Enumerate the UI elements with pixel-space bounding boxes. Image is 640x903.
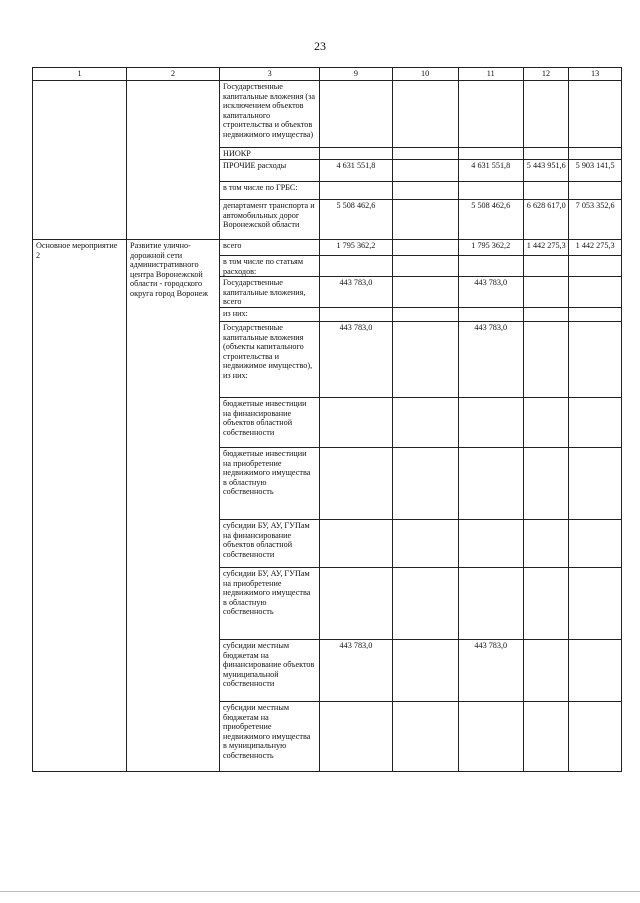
amount-cell <box>392 182 458 200</box>
amount-cell <box>392 307 458 321</box>
amount-cell: 1 442 275,3 <box>569 240 622 256</box>
expense-label: Государственные капитальные вложения (объекты капитального строительства и недвижимое имущество), из них: <box>220 321 320 397</box>
amount-cell <box>569 321 622 397</box>
amount-cell <box>392 148 458 160</box>
amount-cell <box>523 701 568 771</box>
amount-cell <box>569 397 622 447</box>
amount-cell <box>392 277 458 308</box>
amount-cell: 443 783,0 <box>458 639 523 701</box>
amount-cell: 5 443 951,6 <box>523 160 568 182</box>
amount-cell <box>569 256 622 277</box>
amount-cell: 4 631 551,8 <box>458 160 523 182</box>
amount-cell <box>523 148 568 160</box>
expense-label: в том числе по ГРБС: <box>220 182 320 200</box>
amount-cell <box>523 182 568 200</box>
amount-cell <box>392 160 458 182</box>
amount-cell <box>569 307 622 321</box>
amount-cell <box>392 639 458 701</box>
amount-cell <box>320 519 392 567</box>
expense-label: Государственные капитальные вложения, всего <box>220 277 320 308</box>
amount-cell <box>392 519 458 567</box>
amount-cell <box>392 321 458 397</box>
page-bottom-edge <box>0 891 640 892</box>
amount-cell <box>392 240 458 256</box>
amount-cell <box>569 567 622 639</box>
amount-cell: 5 508 462,6 <box>320 200 392 240</box>
amount-cell: 443 783,0 <box>458 321 523 397</box>
table-row <box>33 240 622 256</box>
amount-cell: 6 628 617,0 <box>523 200 568 240</box>
amount-cell <box>569 148 622 160</box>
amount-cell <box>392 256 458 277</box>
continued-category-cell <box>33 81 127 240</box>
amount-cell <box>458 397 523 447</box>
expense-label: в том числе по статьям расходов: <box>220 256 320 277</box>
amount-cell <box>458 519 523 567</box>
header-cell: 13 <box>569 68 622 81</box>
header-cell: 11 <box>458 68 523 81</box>
amount-cell <box>458 81 523 148</box>
amount-cell <box>458 307 523 321</box>
amount-cell <box>320 148 392 160</box>
amount-cell: 443 783,0 <box>320 277 392 308</box>
amount-cell: 443 783,0 <box>458 277 523 308</box>
amount-cell <box>458 567 523 639</box>
amount-cell <box>320 81 392 148</box>
amount-cell <box>569 182 622 200</box>
expense-label: бюджетные инвестиции на финансирование объектов областной собственности <box>220 397 320 447</box>
expense-label: субсидии БУ, АУ, ГУПам на финансирование объектов областной собственности <box>220 519 320 567</box>
amount-cell <box>458 256 523 277</box>
header-cell: 12 <box>523 68 568 81</box>
header-cell: 1 <box>33 68 127 81</box>
amount-cell <box>458 701 523 771</box>
amount-cell <box>569 519 622 567</box>
amount-cell <box>458 148 523 160</box>
amount-cell <box>523 447 568 519</box>
header-cell: 3 <box>220 68 320 81</box>
budget-table <box>32 67 622 772</box>
expense-label: НИОКР <box>220 148 320 160</box>
amount-cell: 443 783,0 <box>320 321 392 397</box>
table-row <box>33 81 622 148</box>
amount-cell <box>523 256 568 277</box>
amount-cell <box>392 447 458 519</box>
activity-name: Развитие улично-дорожной сети административного центра Воронежской области - городского округа город Воронеж <box>127 240 220 772</box>
amount-cell <box>569 701 622 771</box>
amount-cell: 5 508 462,6 <box>458 200 523 240</box>
amount-cell <box>392 701 458 771</box>
amount-cell <box>569 447 622 519</box>
header-cell: 9 <box>320 68 392 81</box>
activity-category: Основное мероприятие 2 <box>33 240 127 772</box>
amount-cell <box>392 397 458 447</box>
expense-label: департамент транспорта и автомобильных дорог Воронежской области <box>220 200 320 240</box>
amount-cell <box>523 639 568 701</box>
amount-cell <box>320 182 392 200</box>
amount-cell <box>320 307 392 321</box>
amount-cell: 4 631 551,8 <box>320 160 392 182</box>
amount-cell <box>392 567 458 639</box>
amount-cell: 443 783,0 <box>320 639 392 701</box>
amount-cell <box>569 639 622 701</box>
amount-cell <box>458 447 523 519</box>
amount-cell <box>523 81 568 148</box>
amount-cell <box>569 81 622 148</box>
header-row <box>33 68 622 81</box>
amount-cell: 1 795 362,2 <box>320 240 392 256</box>
amount-cell <box>523 397 568 447</box>
amount-cell <box>320 567 392 639</box>
expense-label: субсидии БУ, АУ, ГУПам на приобретение недвижимого имущества в областную собственность <box>220 567 320 639</box>
amount-cell <box>320 397 392 447</box>
amount-cell <box>523 321 568 397</box>
amount-cell <box>523 277 568 308</box>
amount-cell: 5 903 141,5 <box>569 160 622 182</box>
amount-cell <box>320 701 392 771</box>
amount-cell <box>523 567 568 639</box>
expense-label: субсидии местным бюджетам на финансирование объектов муниципальной собственности <box>220 639 320 701</box>
expense-label: Государственные капитальные вложения (за исключением объектов капитального строительства и объектов недвижимого имущества) <box>220 81 320 148</box>
amount-cell <box>320 256 392 277</box>
amount-cell <box>320 447 392 519</box>
amount-cell <box>392 81 458 148</box>
expense-label: бюджетные инвестиции на приобретение недвижимого имущества в областную собственность <box>220 447 320 519</box>
amount-cell <box>523 307 568 321</box>
amount-cell <box>523 519 568 567</box>
amount-cell: 7 053 352,6 <box>569 200 622 240</box>
expense-label: из них: <box>220 307 320 321</box>
continued-name-cell <box>127 81 220 240</box>
expense-label: ПРОЧИЕ расходы <box>220 160 320 182</box>
expense-label: всего <box>220 240 320 256</box>
amount-cell <box>569 277 622 308</box>
expense-label: субсидии местным бюджетам на приобретение недвижимого имущества в муниципальную собственность <box>220 701 320 771</box>
amount-cell <box>392 200 458 240</box>
amount-cell: 1 795 362,2 <box>458 240 523 256</box>
amount-cell <box>458 182 523 200</box>
header-cell: 2 <box>127 68 220 81</box>
page-number: 23 <box>314 39 326 53</box>
amount-cell: 1 442 275,3 <box>523 240 568 256</box>
header-cell: 10 <box>392 68 458 81</box>
